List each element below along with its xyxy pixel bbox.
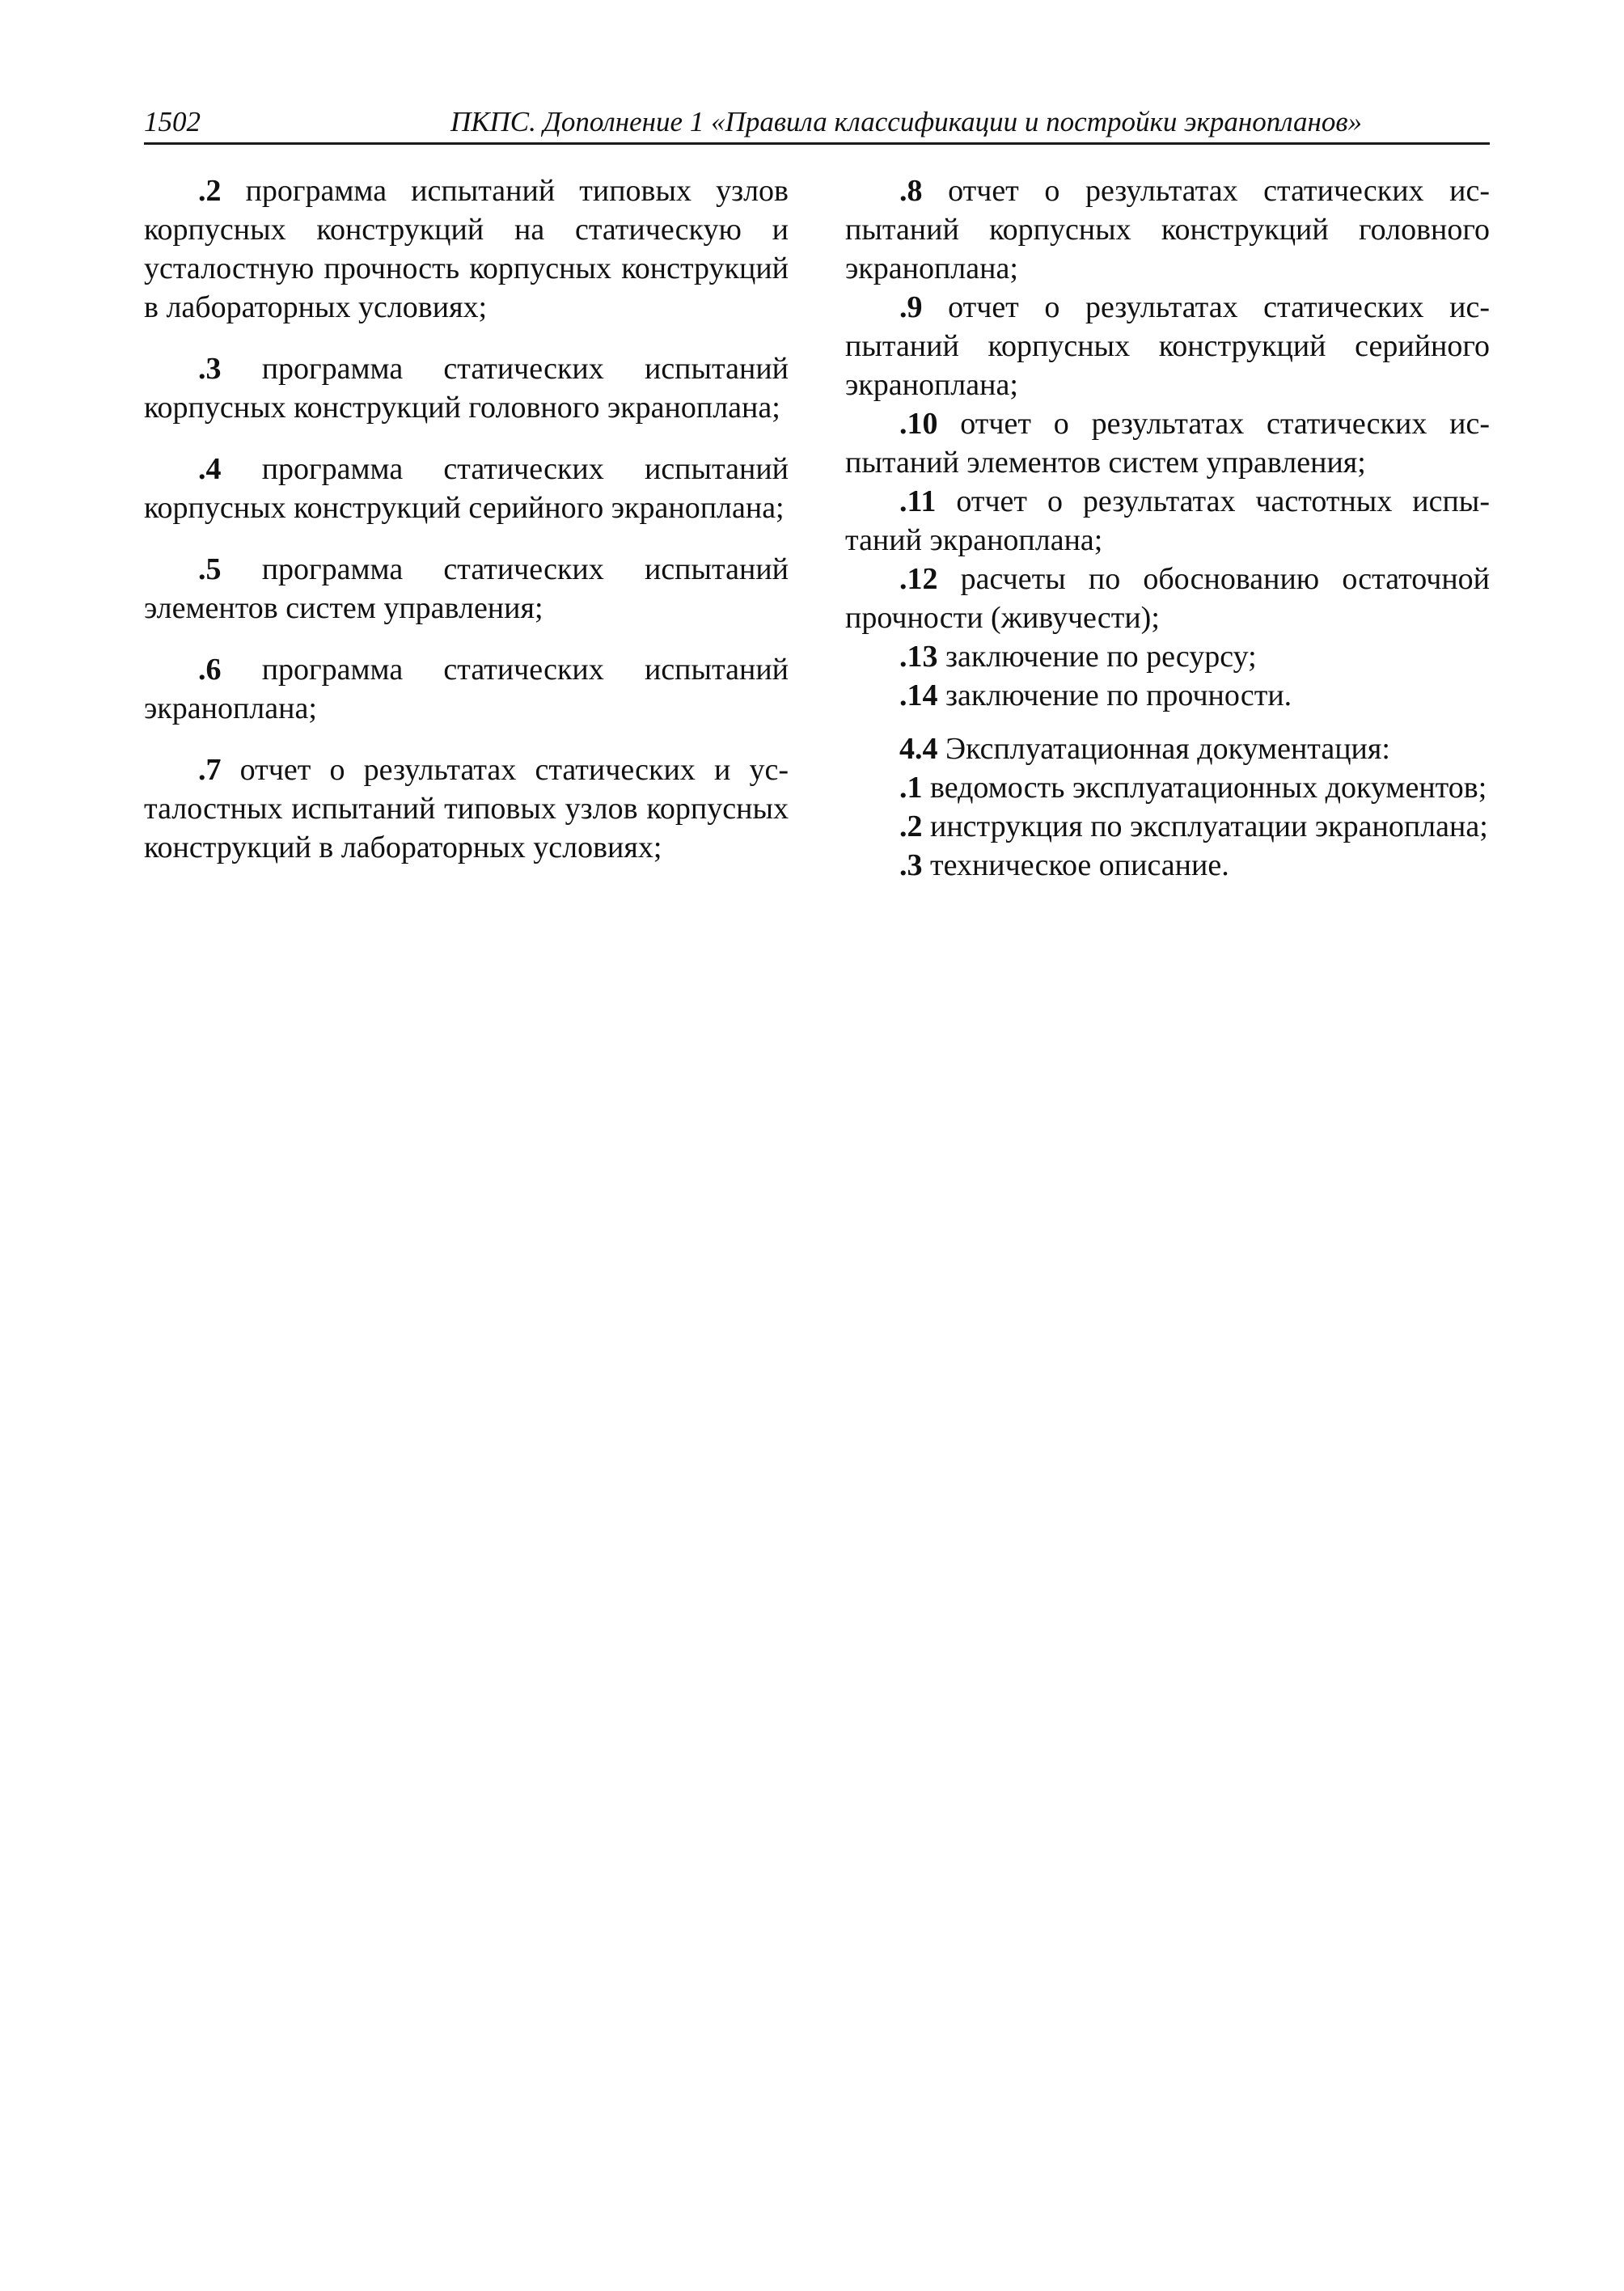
list-item <box>144 550 789 628</box>
item-text: программа статических испытаний экраноплана; <box>144 653 789 725</box>
list-item <box>144 171 789 327</box>
list-item <box>845 768 1490 807</box>
item-text: ведомость эксплуатационных документов; <box>922 771 1487 805</box>
item-text: расчеты по обоснованию остаточной прочности (живучести); <box>845 562 1490 635</box>
item-text: техническое описание. <box>922 848 1229 882</box>
item-number: .3 <box>899 848 923 882</box>
item-text: отчет о результатах статических испытаний корпусных конструкций серийного экраноплана; <box>845 290 1490 402</box>
item-text: программа статических испытаний элементов систем управления; <box>144 552 789 625</box>
item-text: отчет о результатах статических испытаний корпусных конструкций головного экраноплана; <box>845 174 1490 285</box>
item-text: отчет о результатах статических испытаний элементов систем управления; <box>845 407 1490 480</box>
list-item <box>845 560 1490 637</box>
item-text: инструкция по эксплуатации экраноплана; <box>922 809 1488 843</box>
item-text: программа статических испытаний корпусных конструкций головного экраноплана; <box>144 352 789 425</box>
item-text: программа статических испытаний корпусных конструкций серийного экраноплана; <box>144 452 789 525</box>
item-number: .2 <box>899 809 923 843</box>
item-text: отчет о результатах частотных испытаний экраноплана; <box>845 484 1490 557</box>
left-column <box>144 171 789 890</box>
item-number: .12 <box>899 562 938 596</box>
right-column <box>845 171 1490 885</box>
item-text: отчет о результатах статических и усталостных испытаний типовых узлов корпусных конструкций в лабораторных условиях; <box>144 753 789 864</box>
item-number: .8 <box>899 174 923 208</box>
list-item <box>845 637 1490 676</box>
section-number: 4.4 <box>899 732 938 766</box>
list-item <box>144 650 789 728</box>
item-number: .13 <box>899 640 938 674</box>
section-title: Эксплуатационная документация: <box>937 732 1390 766</box>
item-number: .14 <box>899 678 938 712</box>
item-number: .1 <box>899 771 923 805</box>
item-text: заключение по прочности. <box>937 678 1292 712</box>
list-item <box>144 450 789 527</box>
item-number: .7 <box>198 753 222 787</box>
item-number: .9 <box>899 290 923 324</box>
item-number: .5 <box>198 552 222 586</box>
list-item <box>845 676 1490 715</box>
item-text: заключение по ресурсу; <box>937 640 1257 674</box>
section-heading <box>845 729 1490 768</box>
list-item <box>845 846 1490 885</box>
item-number: .4 <box>198 452 222 486</box>
list-item <box>845 171 1490 288</box>
page-header <box>144 104 1490 145</box>
item-text: программа испытаний типовых узлов корпусных конструкций на статическую и усталостную прочность корпусных конструкций в лабораторных условиях; <box>144 174 789 324</box>
item-number: .3 <box>198 352 222 386</box>
list-item <box>845 482 1490 560</box>
page-number: 1502 <box>144 106 201 137</box>
running-title: ПКПС. Дополнение 1 «Правила классификации и постройки экранопланов» <box>450 106 1363 137</box>
list-item <box>845 404 1490 482</box>
item-number: .6 <box>198 653 222 687</box>
list-item <box>144 349 789 427</box>
item-number: .2 <box>198 174 222 208</box>
list-item <box>144 750 789 867</box>
item-number: .11 <box>899 484 937 518</box>
list-item <box>845 807 1490 846</box>
item-number: .10 <box>899 407 938 441</box>
list-item <box>845 288 1490 404</box>
